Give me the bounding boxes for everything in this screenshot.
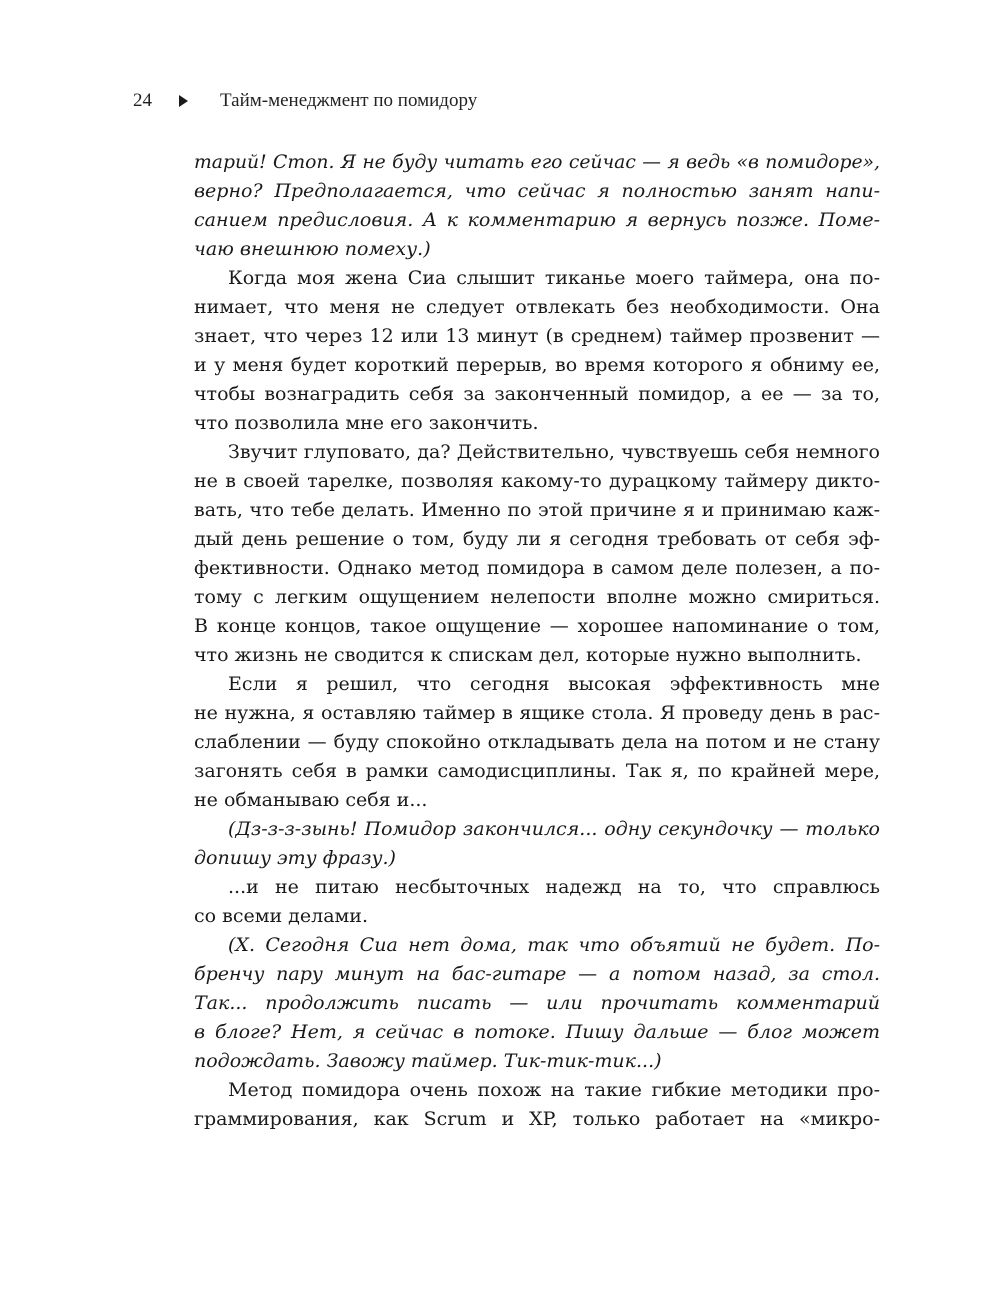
text-line: Если я решил, что сегодня высокая эффективность мне [228,673,880,695]
body-paragraph [194,670,880,815]
body-paragraph [194,264,880,438]
text-line: вать, что тебе делать. Именно по этой причине я и принимаю каж- [194,499,880,521]
italic-aside-paragraph [194,148,880,264]
italic-aside-paragraph [194,931,880,1076]
text-line: верно? Предполагается, что сейчас я полностью занят напи- [194,180,880,202]
text-line: (Дз-з-з-зынь! Помидор закончился... одну секундочку — только [228,818,880,840]
text-line: подождать. Завожу таймер. Тик-тик-тик...) [194,1050,662,1072]
text-line: Когда моя жена Сиа слышит тиканье моего таймера, она по- [228,267,880,289]
body-paragraph [194,873,880,931]
text-line: не обманываю себя и... [194,789,428,811]
text-line: не нужна, я оставляю таймер в ящике стола. Я проведу день в рас- [194,702,880,724]
running-head [133,86,477,116]
running-title: Тайм-менеджмент по помидору [220,90,478,111]
text-line: бренчу пару минут на бас-гитаре — а потом назад, за стол. [194,963,880,985]
italic-aside-paragraph [194,815,880,873]
body-paragraph [194,438,880,670]
text-line: тарий! Стоп. Я не буду читать его сейчас — я ведь «в помидоре», [194,152,880,173]
body-text [194,148,880,1134]
text-line: нимает, что меня не следует отвлекать без необходимости. Она [194,296,880,318]
text-line: не в своей тарелке, позволяя какому-то дурацкому таймеру дикто- [194,470,880,492]
text-line: дый день решение о том, буду ли я сегодня требовать от себя эф- [194,528,880,550]
text-line: Так... продолжить писать — или прочитать комментарий [194,992,880,1014]
text-line: санием предисловия. А к комментарию я вернусь позже. Поме- [194,209,880,231]
text-line: что позволила мне его закончить. [194,412,539,434]
text-line: Метод помидора очень похож на такие гибкие методики про- [228,1079,880,1101]
text-line: чаю внешнюю помеху.) [194,238,431,260]
text-line: допишу эту фразу.) [194,847,396,869]
text-line: Звучит глуповато, да? Действительно, чувствуешь себя немного [228,441,880,463]
body-paragraph [194,1076,880,1134]
text-line: фективности. Однако метод помидора в самом деле полезен, а по- [194,557,880,579]
text-line: (X. Сегодня Сиа нет дома, так что объятий не будет. По- [228,934,880,956]
text-line: знает, что через 12 или 13 минут (в среднем) таймер прозвенит — [194,325,880,347]
text-line: со всеми делами. [194,905,369,927]
text-line: и у меня будет короткий перерыв, во время которого я обниму ее, [194,354,880,376]
text-line: В конце концов, такое ощущение — хорошее напоминание о том, [194,615,880,637]
text-line: загонять себя в рамки самодисциплины. Так я, по крайней мере, [194,760,880,782]
text-line: слаблении — буду спокойно откладывать дела на потом и не стану [194,731,880,753]
text-line: в блоге? Нет, я сейчас в потоке. Пишу дальше — блог может [194,1021,880,1043]
text-line: ...и не питаю несбыточных надежд на то, что справлюсь [228,876,880,898]
page-number: 24 [133,90,152,111]
text-line: чтобы вознаградить себя за законченный помидор, а ее — за то, [194,383,880,405]
text-line: тому с легким ощущением нелепости вполне можно смириться. [194,586,880,608]
triangle-right-icon [179,95,188,107]
text-line: что жизнь не сводится к спискам дел, которые нужно выполнить. [194,644,862,666]
text-line: граммирования, как Scrum и XP, только работает на «микро- [194,1108,880,1130]
